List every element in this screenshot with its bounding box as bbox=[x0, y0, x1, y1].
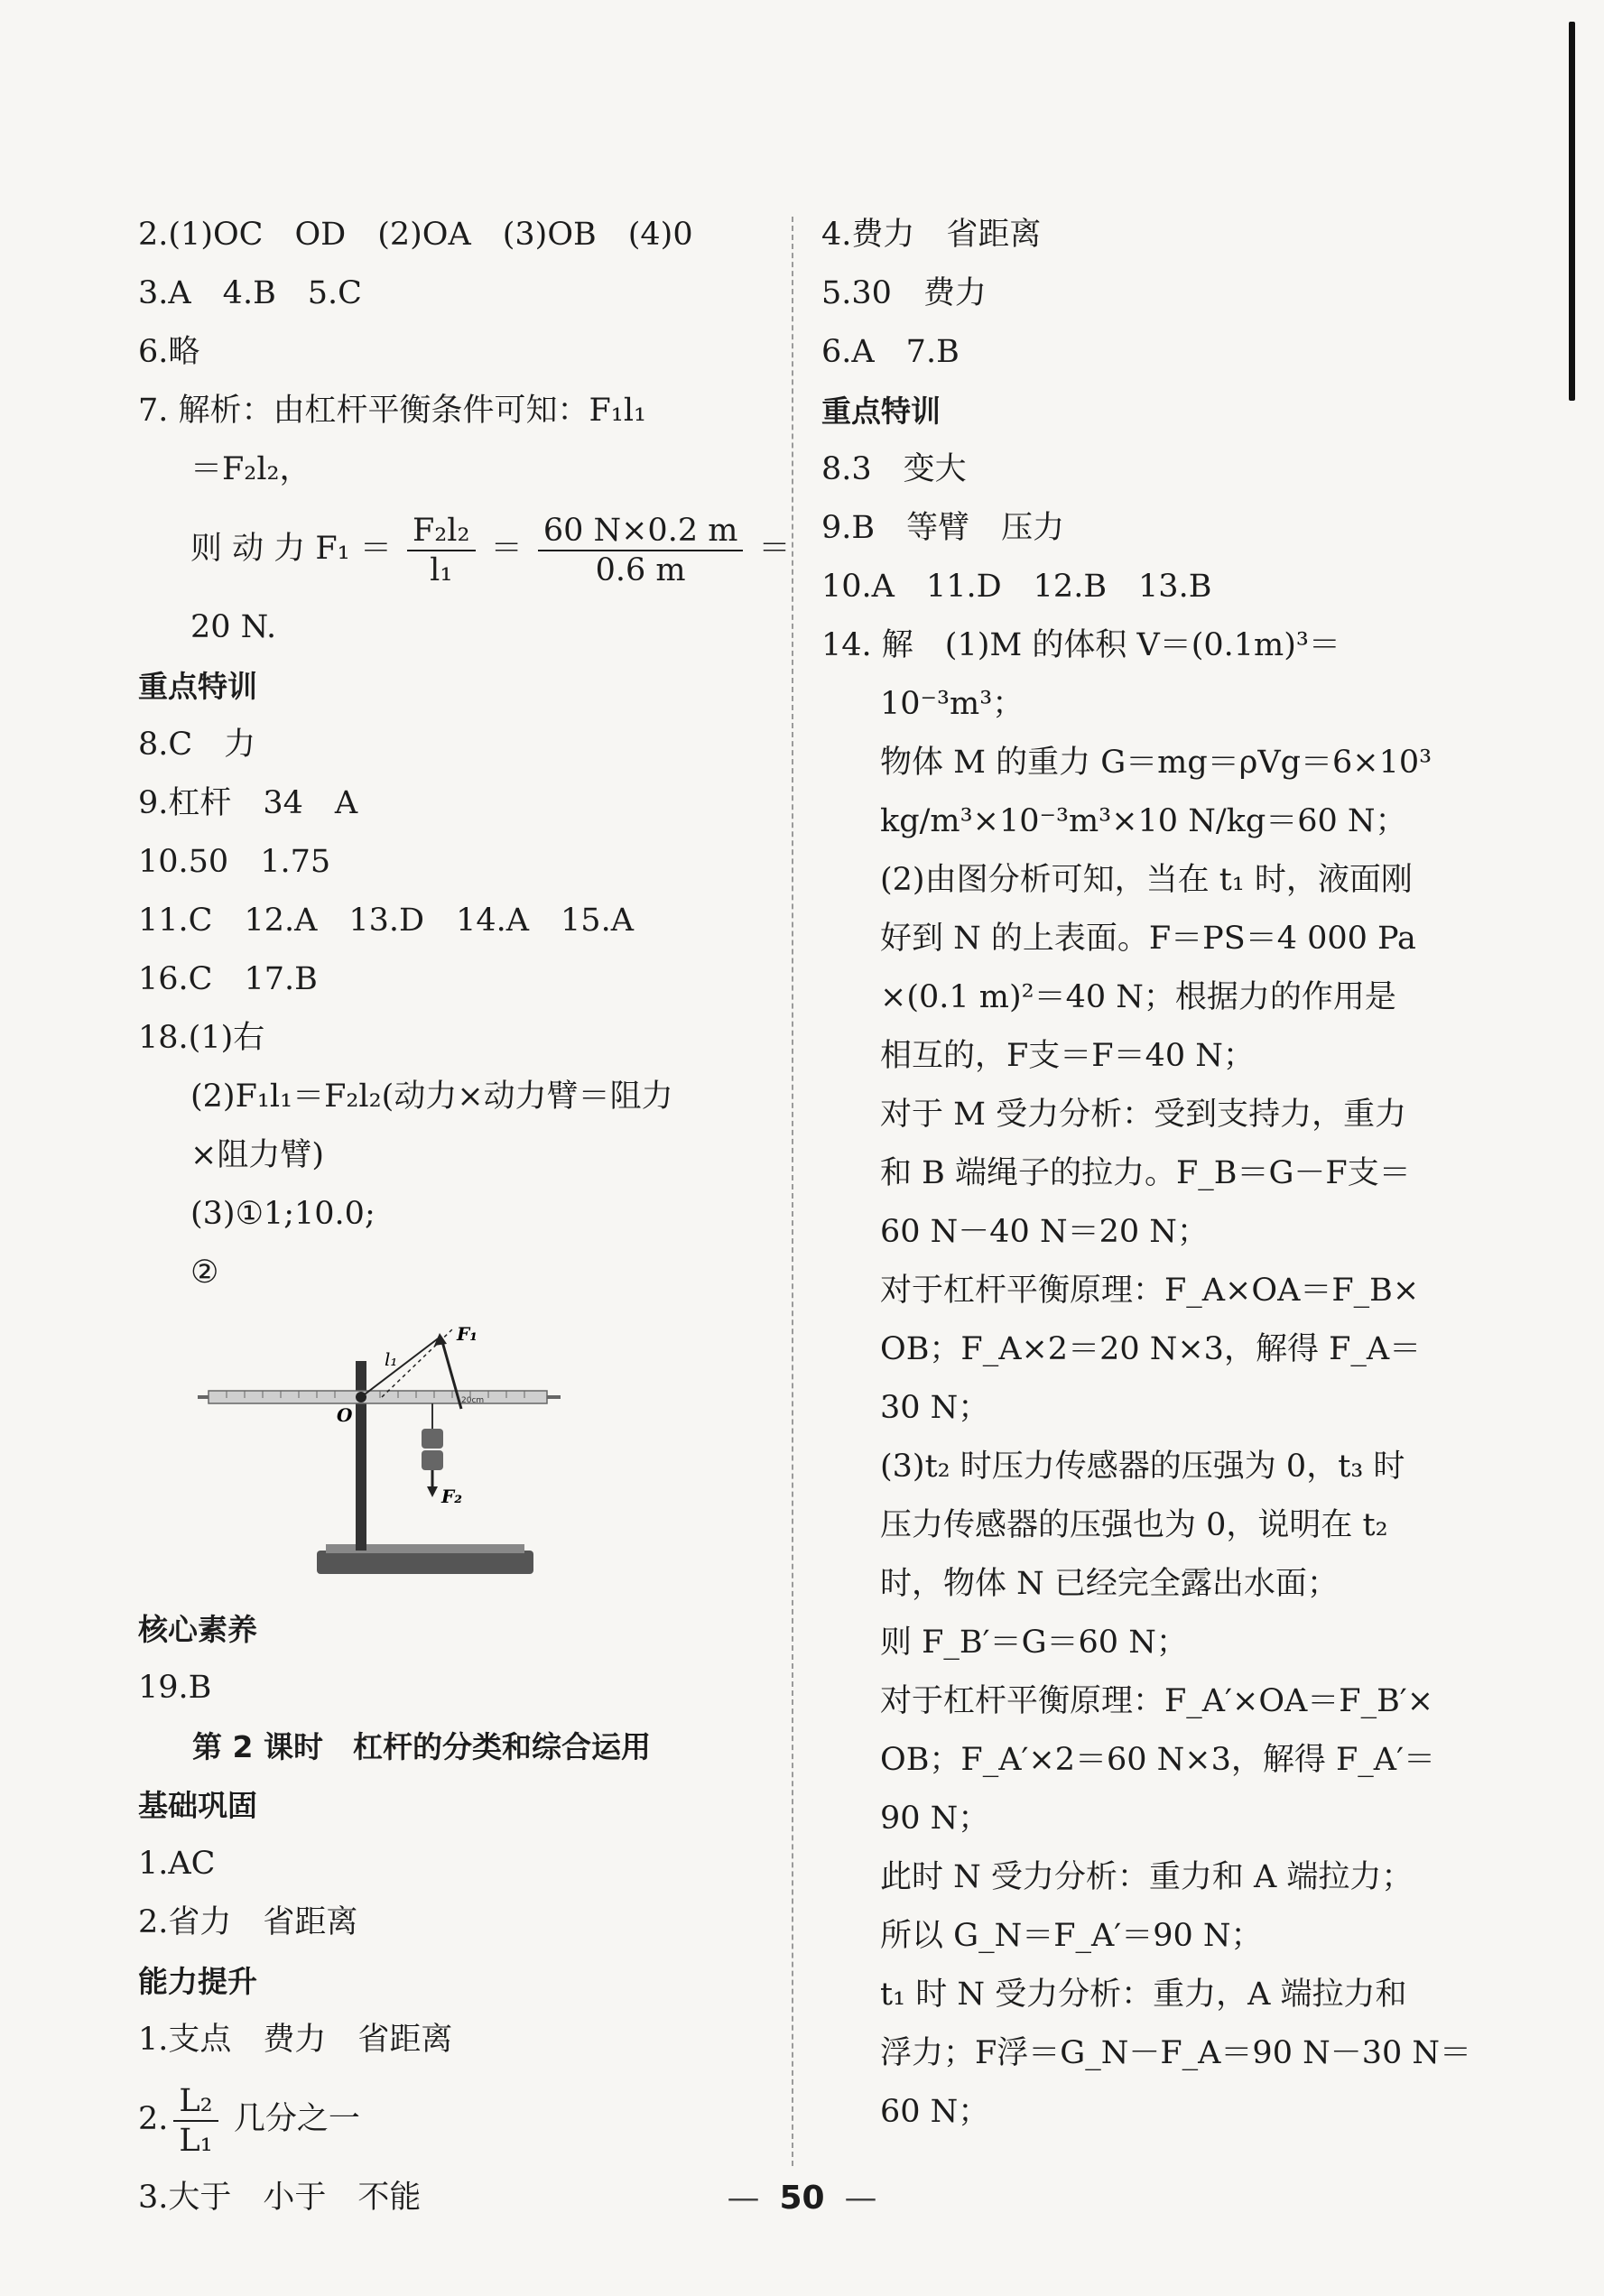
answer-line: 压力传感器的压强也为 0，说明在 t₂ bbox=[880, 1507, 1388, 1543]
fraction bbox=[173, 2082, 218, 2160]
answer-line: 所以 G_N＝F_A′＝90 N； bbox=[880, 1918, 1263, 1954]
answer-line: ×阻力臂) bbox=[190, 1137, 324, 1173]
answer-line: 3.A 4.B 5.C bbox=[138, 275, 362, 311]
page-number-dash-right: — bbox=[844, 2180, 877, 2217]
answer-line: 10.A 11.D 12.B 13.B bbox=[821, 569, 1212, 605]
answer-line: 此时 N 受力分析：重力和 A 端拉力； bbox=[880, 1859, 1414, 1895]
answer-line: 18.(1)右 bbox=[138, 1020, 265, 1056]
answer-line: ＝F₂l₂， bbox=[190, 451, 311, 487]
answer-line: 1.AC bbox=[138, 1846, 216, 1882]
answer-line: 对于杠杆平衡原理：F_A×OA＝F_B× bbox=[880, 1273, 1420, 1309]
column-divider bbox=[792, 217, 793, 2166]
item-number: 2. bbox=[138, 2101, 169, 2137]
answer-line: 10.50 1.75 bbox=[138, 844, 331, 880]
scale-unit-label: 20cm bbox=[461, 1396, 485, 1405]
answer-line: 对于杠杆平衡原理：F_A′×OA＝F_B′× bbox=[880, 1683, 1434, 1719]
answer-line: 3.大于 小于 不能 bbox=[138, 2180, 422, 2216]
fraction-denominator: l₁ bbox=[430, 551, 453, 588]
answer-line: 5.30 费力 bbox=[821, 275, 987, 311]
section-heading: 能力提升 bbox=[138, 1964, 257, 1999]
fraction-denominator: 0.6 m bbox=[595, 551, 686, 588]
answer-line: 则 F_B′＝G＝60 N； bbox=[880, 1625, 1188, 1661]
equation-prefix: 则 动 力 F₁ ＝ bbox=[190, 531, 392, 567]
page-number-value: 50 bbox=[779, 2180, 825, 2217]
force-f2-label: F₂ bbox=[441, 1486, 462, 1507]
fraction bbox=[538, 512, 744, 589]
answer-line: 相互的，F支＝F＝40 N； bbox=[880, 1038, 1255, 1074]
left-column bbox=[138, 206, 791, 2227]
page-number-dash-left: — bbox=[727, 2180, 760, 2217]
fraction-numerator: 60 N×0.2 m bbox=[538, 512, 744, 551]
force-f1-label: F₁ bbox=[457, 1323, 477, 1345]
answer-line: kg/m³×10⁻³m³×10 N/kg＝60 N； bbox=[880, 803, 1407, 839]
answer-line: 7. 解析：由杠杆平衡条件可知：F₁l₁ bbox=[138, 393, 647, 429]
lever-bar bbox=[209, 1391, 547, 1403]
answer-line: 14. 解 (1)M 的体积 V＝(0.1m)³＝ bbox=[821, 627, 1340, 663]
answer-line: t₁ 时 N 受力分析：重力，A 端拉力和 bbox=[880, 1977, 1407, 2013]
section-heading: 重点特训 bbox=[138, 669, 257, 704]
answer-line: 和 B 端绳子的拉力。F_B＝G－F支＝ bbox=[880, 1155, 1411, 1191]
equation-line bbox=[138, 2069, 770, 2169]
answer-text: 几分之一 bbox=[233, 2101, 360, 2137]
answer-line: 2.省力 省距离 bbox=[138, 1904, 358, 1940]
answer-line: 19.B bbox=[138, 1670, 212, 1706]
section-heading: 核心素养 bbox=[138, 1612, 257, 1647]
fraction bbox=[407, 512, 476, 589]
answer-line: OB；F_A×2＝20 N×3，解得 F_A＝ bbox=[880, 1331, 1422, 1367]
answer-line: 4.费力 省距离 bbox=[821, 217, 1042, 253]
right-column bbox=[821, 206, 1472, 2142]
answer-line: ×(0.1 m)²＝40 N；根据力的作用是 bbox=[880, 979, 1396, 1015]
answer-line: OB；F_A′×2＝60 N×3，解得 F_A′＝ bbox=[880, 1742, 1436, 1778]
page-number bbox=[0, 2180, 1604, 2217]
equals-sign: ＝ bbox=[758, 531, 791, 567]
answer-line: 60 N； bbox=[880, 2094, 990, 2130]
answer-line: 时，物体 N 已经完全露出水面； bbox=[880, 1566, 1339, 1602]
answer-line: (3)t₂ 时压力传感器的压强为 0，t₃ 时 bbox=[880, 1449, 1405, 1485]
answer-line: 8.C 力 bbox=[138, 727, 256, 763]
weight-2 bbox=[422, 1450, 443, 1470]
answer-line: 2.(1)OC OD (2)OA (3)OB (4)0 bbox=[138, 217, 693, 253]
answer-line: 20 N. bbox=[190, 609, 277, 645]
answer-line: 10⁻³m³； bbox=[880, 686, 1025, 722]
answer-line: 9.B 等臂 压力 bbox=[821, 510, 1065, 546]
lesson-heading: 第 2 课时 杠杆的分类和综合运用 bbox=[192, 1729, 651, 1764]
answer-line: 1.支点 费力 省距离 bbox=[138, 2022, 453, 2058]
answer-line: 6.略 bbox=[138, 334, 200, 370]
arm-label: l₁ bbox=[385, 1348, 398, 1370]
answer-line: 物体 M 的重力 G＝mg＝ρVg＝6×10³ bbox=[880, 745, 1432, 781]
answer-line: 9.杠杆 34 A bbox=[138, 785, 358, 821]
lever-figure bbox=[190, 1302, 696, 1600]
equation-line bbox=[138, 499, 791, 598]
lever-diagram bbox=[190, 1302, 696, 1600]
answer-line: (2)由图分析可知，当在 t₁ 时，液面刚 bbox=[880, 862, 1413, 898]
answer-line: (3)①1;10.0; bbox=[190, 1196, 376, 1232]
answer-line: (2)F₁l₁＝F₂l₂(动力×动力臂＝阻力 bbox=[190, 1079, 673, 1115]
section-heading: 重点特训 bbox=[821, 393, 941, 429]
answer-line: 浮力；F浮＝G_N－F_A＝90 N－30 N＝ bbox=[880, 2035, 1472, 2071]
answer-line: 对于 M 受力分析：受到支持力，重力 bbox=[880, 1097, 1407, 1133]
equals-sign: ＝ bbox=[490, 531, 523, 567]
force-f2-arrowhead bbox=[427, 1486, 438, 1497]
answer-line: ② bbox=[190, 1254, 219, 1291]
answer-line: 16.C 17.B bbox=[138, 961, 318, 997]
section-heading: 基础巩固 bbox=[138, 1788, 257, 1823]
answer-line: 好到 N 的上表面。F＝PS＝4 000 Pa bbox=[880, 921, 1416, 957]
answer-line: 90 N； bbox=[880, 1801, 990, 1837]
lever-arm-line bbox=[361, 1337, 440, 1397]
answer-line: 8.3 变大 bbox=[821, 451, 967, 487]
fraction-numerator: L₂ bbox=[173, 2082, 218, 2122]
pivot-label: O bbox=[337, 1404, 353, 1426]
answer-line: 6.A 7.B bbox=[821, 334, 960, 370]
fraction-numerator: F₂l₂ bbox=[407, 512, 476, 551]
answer-line: 60 N－40 N＝20 N； bbox=[880, 1214, 1209, 1250]
fraction-denominator: L₁ bbox=[179, 2122, 213, 2159]
stand-pole bbox=[356, 1361, 366, 1551]
page-edge-mark bbox=[1569, 22, 1575, 401]
stand-base bbox=[317, 1551, 533, 1574]
answer-line: 30 N； bbox=[880, 1390, 990, 1426]
answer-line: 11.C 12.A 13.D 14.A 15.A bbox=[138, 903, 634, 939]
weight-1 bbox=[422, 1429, 443, 1449]
